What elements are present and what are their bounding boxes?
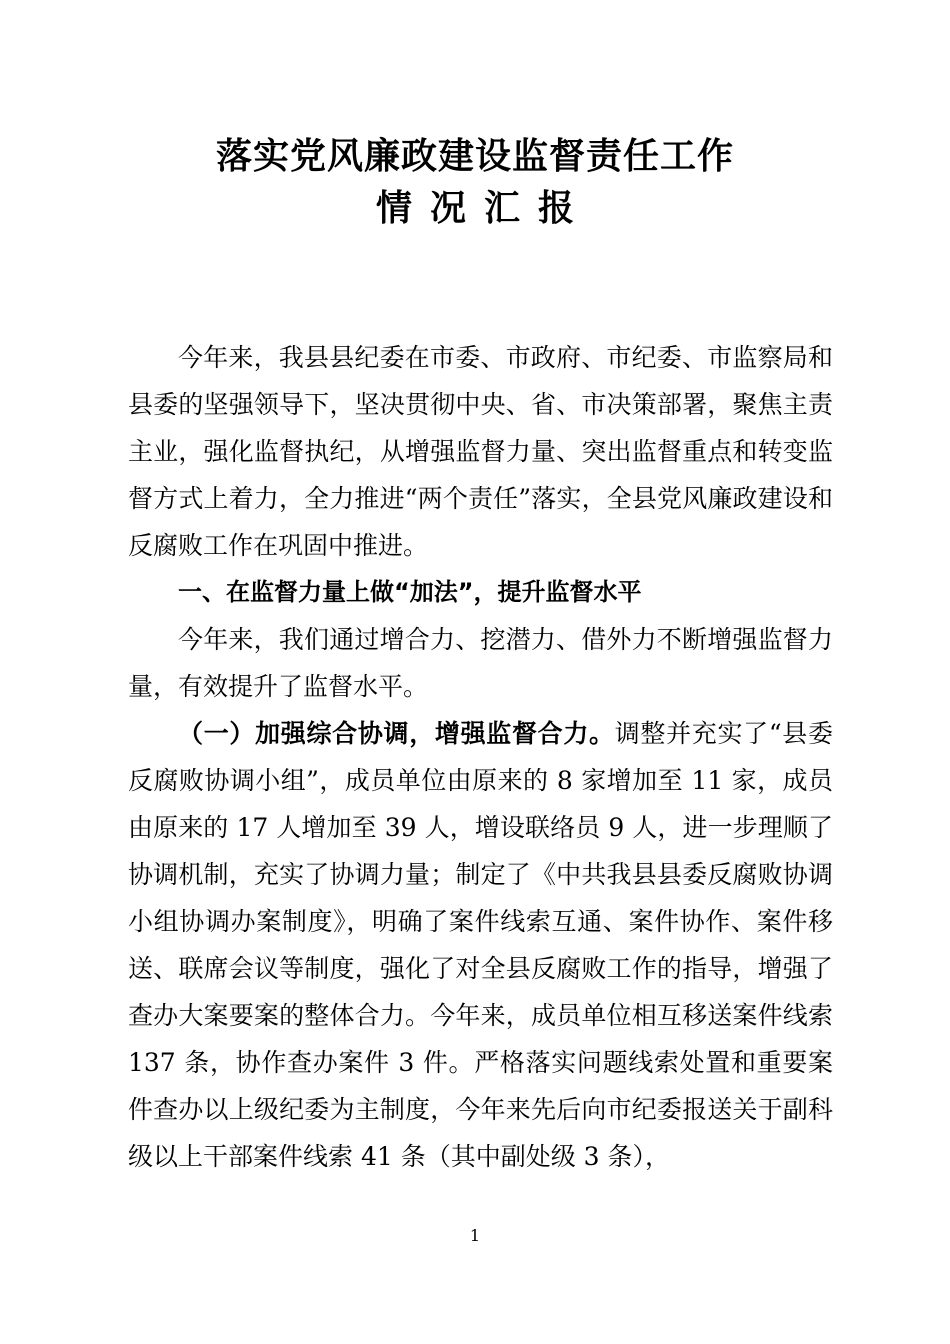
intro-paragraph: 今年来，我县县纪委在市委、市政府、市纪委、市监察局和县委的坚强领导下，坚决贯彻中央、省、市决策部署，聚焦主责主业，强化监督执纪，从增强监督力量、突出监督重点和转变监督方式上着力，全力推进“两个责任”落实，全县党风廉政建设和反腐败工作在巩固中推进。	[128, 343, 833, 560]
document-body	[128, 334, 833, 1180]
page-number: 1	[469, 1226, 481, 1245]
subsection-paragraph	[128, 710, 833, 1180]
document-title-line-1: 落实党风廉政建设监督责任工作	[215, 135, 734, 177]
subsection-lead: （一）加强综合协调，增强监督合力。	[178, 719, 615, 748]
section-heading: 一、在监督力量上做“加法”，提升监督水平	[178, 578, 642, 606]
document-title-line-2: 情况汇报	[375, 187, 592, 229]
subsection-body: 调整并充实了“县委反腐败协调小组”，成员单位由原来的 8 家增加至 11 家，成员由原来的 17 人增加至 39 人，增设联络员 9 人，进一步理顺了协调机制，充实了协调力量；制定了《中共我县县委反腐败协调小组协调办案制度》，明确了案件线索互通、案件协作、案件移送、联席会议等制度，强化了对全县反腐败工作的指导，增强了查办大案要案的整体合力。今年来，成员单位相互移送案件线索 137 条，协作查办案件 3 件。严格落实问题线索处置和重要案件查办以上级纪委为主制度，今年来先后向市纪委报送关于副科级以上干部案件线索 41 条（其中副处级 3 条），	[128, 719, 833, 1171]
section-intro-paragraph: 今年来，我们通过增合力、挖潜力、借外力不断增强监督力量，有效提升了监督水平。	[128, 625, 833, 701]
